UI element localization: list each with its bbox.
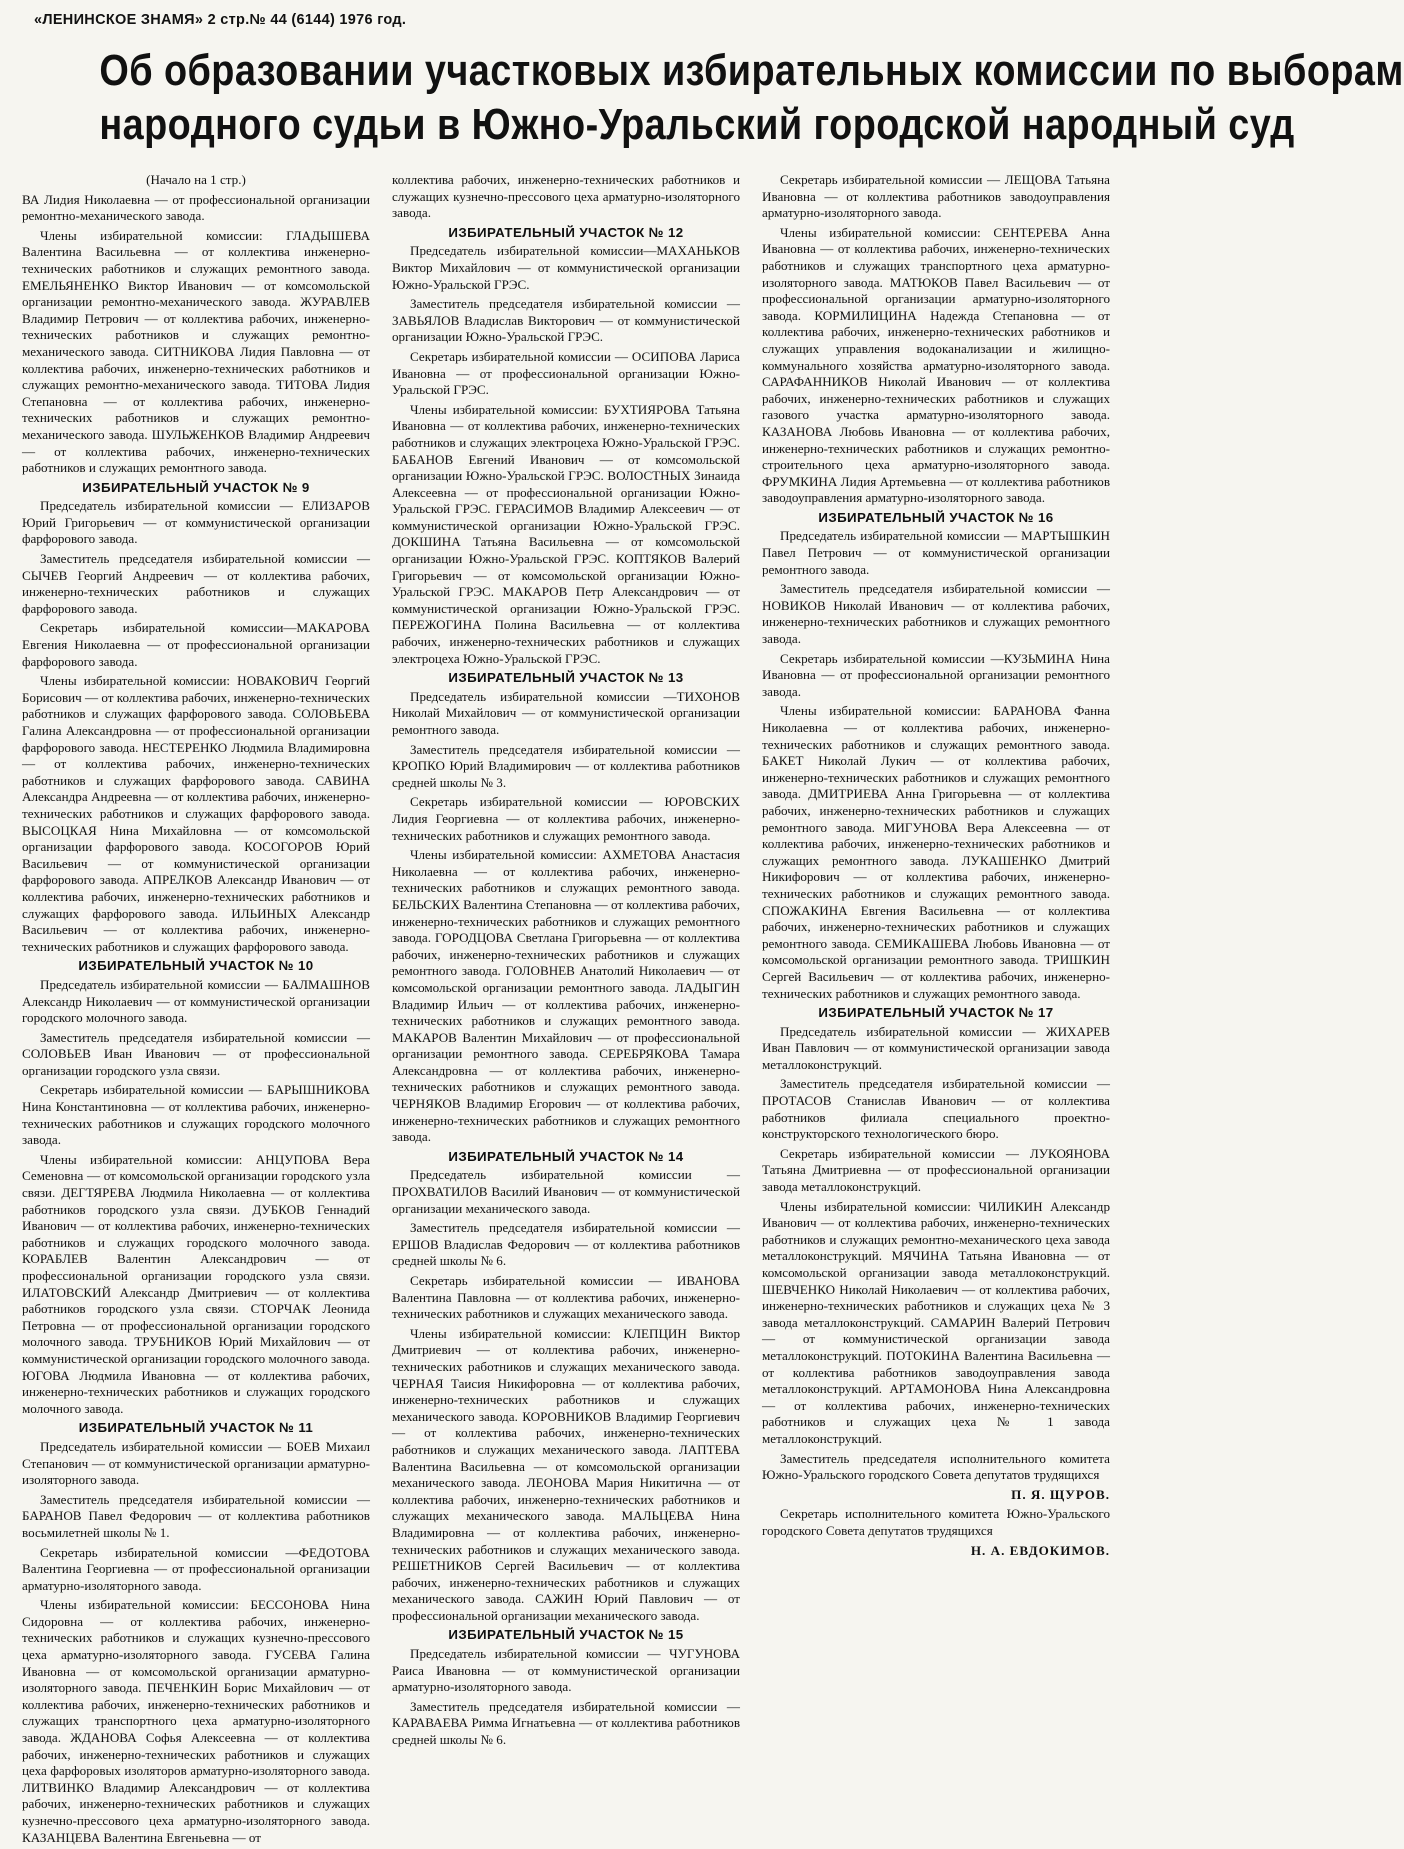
paragraph: Члены избирательной комиссии: ЧИЛИКИН Александр Иванович — от коллектива рабочих, инженерно-технических работников и служащих ремонтно-механического цеха завода металлоконструкций. МЯЧИНА Татьяна Ивановна — от комсомольской организации завода металлоконструкций. ШЕВЧЕНКО Николай Николаевич — от коллектива рабочих, инженерно-технических работников и служащих цеха № 3 завода металлоконструкций. САМАРИН Валерий Петрович — от коммунистической организации завода металлоконструкций. ПОТОКИНА Валентина Васильевна — от коллектива работников заводоуправления завода металлоконструкций. АРТАМОНОВА Нина Александровна — от коллектива рабочих, инженерно-технических работников и служащих цеха № 1 завода металлоконструкций. bbox=[762, 1198, 1110, 1446]
paragraph: Секретарь избирательной комиссии — ИВАНОВА Валентина Павловна — от коллектива рабочих, инженерно-технических работников и служащих механического завода. bbox=[392, 1273, 740, 1322]
headline-line-2: народного судьи в Южно-Уральский городской народный суд bbox=[99, 100, 1295, 149]
paragraph: Председатель избирательной комиссии —ТИХОНОВ Николай Михайлович — от коммунистической организации ремонтного завода. bbox=[392, 688, 740, 737]
signature-name: Н. А. ЕВДОКИМОВ. bbox=[970, 1542, 1110, 1558]
section-heading-14: ИЗБИРАТЕЛЬНЫЙ УЧАСТОК № 14 bbox=[448, 1148, 684, 1164]
paragraph: Члены избирательной комиссии: СЕНТЕРЕВА Анна Ивановна — от коллектива рабочих, инженерно-технических работников и служащих транспортного цеха арматурно-изоляторного завода. МАТЮКОВ Павел Васильевич — от профессиональной организации арматурно-изоляторного завода. КОРМИЛИЦИНА Надежда Степановна — от коллектива рабочих, инженерно-технических работников и служащих управления водоканализации и жилищно-коммунального хозяйства арматурно-изоляторного завода. САРАФАННИКОВ Николай Иванович — от коллектива рабочих, инженерно-технических работников и служащих газового участка арматурно-изоляторного завода. КАЗАНОВА Любовь Ивановна — от коллектива рабочих, инженерно-технических работников и служащих ремонтно-строительного цеха арматурно-изоляторного завода. ФРУМКИНА Лидия Артемьевна — от коллектива работников заводоуправления арматурно-изоляторного завода. bbox=[762, 224, 1110, 506]
section-heading-9: ИЗБИРАТЕЛЬНЫЙ УЧАСТОК № 9 bbox=[82, 479, 310, 495]
masthead: «ЛЕНИНСКОЕ ЗНАМЯ» 2 стр.№ 44 (6144) 1976 год. bbox=[34, 12, 407, 28]
column-2 bbox=[392, 172, 740, 1849]
paragraph: Члены избирательной комиссии: ГЛАДЫШЕВА Валентина Васильевна — от коллектива инженерно-технических работников и служащих ремонтного завода. ЕМЕЛЬЯНЕНКО Виктор Иванович — от комсомольской организации ремонтно-механического завода. ЖУРАВЛЕВ Владимир Петрович — от коллектива рабочих, инженерно-технических работников и служащих ремонтно-механического завода. СИТНИКОВА Лидия Павловна — от коллектива рабочих, инженерно-технических работников и служащих ремонтно-механического завода. ТИТОВА Лидия Степановна — от коллектива рабочих, инженерно-технических работников и служащих ремонтно-механического завода. ШУЛЬЖЕНКОВ Владимир Андреевич — от коллектива рабочих, инженерно-технических работников и служащих ремонтного завода. bbox=[22, 227, 370, 476]
article-columns bbox=[22, 172, 1127, 1849]
section-heading-11: ИЗБИРАТЕЛЬНЫЙ УЧАСТОК № 11 bbox=[78, 1420, 314, 1436]
paragraph: Члены избирательной комиссии: НОВАКОВИЧ Георгий Борисович — от коллектива рабочих, инженерно-технических работников и служащих фарфорового завода. СОЛОВЬЕВА Галина Александровна — от профессиональной организации фарфорового завода. НЕСТЕРЕНКО Людмила Владимировна — от коллектива рабочих, инженерно-технических работников и служащих фарфорового завода. САВИНА Александра Андреевна — от коллектива рабочих, инженерно-технических работников и служащих фарфорового завода. ВЫСОЦКАЯ Нина Михайловна — от комсомольской организации фарфорового завода. КОСОГОРОВ Юрий Васильевич — от коммунистической организации фарфорового завода. АПРЕЛКОВ Александр Иванович — от коллектива рабочих, инженерно-технических работников и служащих фарфорового завода. ИЛЬИНЫХ Александр Васильевич — от коллектива рабочих, инженерно-технических работников и служащих фарфорового завода. bbox=[22, 673, 370, 954]
section-heading-13: ИЗБИРАТЕЛЬНЫЙ УЧАСТОК № 13 bbox=[448, 670, 684, 686]
continuation-note: (Начало на 1 стр.) bbox=[146, 172, 246, 187]
paragraph: Секретарь избирательной комиссии—МАКАРОВА Евгения Николаевна — от профессиональной организации фарфорового завода. bbox=[22, 620, 370, 669]
paragraph: коллектива рабочих, инженерно-технических работников и служащих кузнечно-прессового цеха арматурно-изоляторного завода. bbox=[392, 172, 740, 221]
paragraph: Члены избирательной комиссии: КЛЕПЦИН Виктор Дмитриевич — от коллектива рабочих, инженерно-технических работников и служащих механического завода. ЧЕРНАЯ Таисия Никифоровна — от коллектива рабочих, инженерно-технических работников и служащих механического завода. КОРОВНИКОВ Владимир Георгиевич — от коллектива рабочих, инженерно-технических работников и служащих механического завода. ЛАПТЕВА Валентина Васильевна — от комсомольской организации механического завода. ЛЕОНОВА Мария Никитична — от коллектива рабочих, инженерно-технических работников и служащих механического завода. МАЛЬЦЕВА Нина Владимировна — от коллектива рабочих, инженерно-технических работников и служащих механического завода. РЕШЕТНИКОВ Сергей Васильевич — от коллектива рабочих, инженерно-технических работников и служащих механического завода. САЖИН Юрий Павлович — от профессиональной организации механического завода. bbox=[392, 1325, 740, 1623]
signature-name: П. Я. ЩУРОВ. bbox=[1011, 1486, 1110, 1502]
column-3 bbox=[762, 172, 1110, 1849]
paragraph: Заместитель председателя избирательной комиссии — ПРОТАСОВ Станислав Иванович — от коллектива работников филиала специального проектно-конструкторского технологического бюро. bbox=[762, 1076, 1110, 1142]
paragraph: Заместитель председателя избирательной комиссии — КРОПКО Юрий Владимирович — от коллектива работников средней школы № 3. bbox=[392, 741, 740, 790]
section-heading-12: ИЗБИРАТЕЛЬНЫЙ УЧАСТОК № 12 bbox=[448, 224, 684, 240]
headline bbox=[99, 44, 1404, 166]
paragraph: Председатель избирательной комиссии—МАХАНЬКОВ Виктор Михайлович — от коммунистической организации Южно-Уральской ГРЭС. bbox=[392, 243, 740, 292]
paragraph: Члены избирательной комиссии: БЕССОНОВА Нина Сидоровна — от коллектива рабочих, инженерно-технических работников и служащих кузнечно-прессового цеха арматурно-изоляторного завода. ГУСЕВА Галина Ивановна — от комсомольской организации арматурно-изоляторного завода. ПЕЧЕНКИН Борис Михайлович — от коллектива рабочих, инженерно-технических работников и служащих транспортного цеха арматурно-изоляторного завода. ЖДАНОВА Софья Алексеевна — от коллектива рабочих, инженерно-технических работников и служащих цеха фарфоровых изоляторов арматурно-изоляторного завода. ЛИТВИНКО Владимир Александрович — от коллектива рабочих, инженерно-технических работников и служащих кузнечно-прессового цеха арматурно-изоляторного завода. КАЗАНЦЕВА Валентина Евгеньевна — от bbox=[22, 1597, 370, 1845]
headline-line-1: Об образовании участковых избирательных комиссии по выборам bbox=[99, 46, 1404, 95]
section-heading-10: ИЗБИРАТЕЛЬНЫЙ УЧАСТОК № 10 bbox=[78, 958, 314, 974]
paragraph: Заместитель председателя избирательной комиссии — БАРАНОВ Павел Федорович — от коллектива работников восьмилетней школы № 1. bbox=[22, 1491, 370, 1540]
paragraph: ВА Лидия Николаевна — от профессиональной организации ремонтно-механического завода. bbox=[22, 191, 370, 224]
signature-title: Секретарь исполнительного комитета Южно-Уральского городского Совета депутатов трудящихся bbox=[762, 1506, 1110, 1538]
paragraph: Члены избирательной комиссии: БАРАНОВА Фанна Николаевна — от коллектива рабочих, инженерно-технических работников и служащих ремонтного завода. БАКЕТ Николай Лукич — от коллектива рабочих, инженерно-технических работников и служащих ремонтного завода. ДМИТРИЕВА Анна Григорьевна — от коллектива рабочих, инженерно-технических работников и служащих ремонтного завода. МИГУНОВА Вера Алексеевна — от коллектива рабочих, инженерно-технических работников и служащих ремонтного завода. ЛУКАШЕНКО Дмитрий Никифорович — от коллектива рабочих, инженерно-технических работников и служащих ремонтного завода. СПОЖАКИНА Евгения Васильевна — от коллектива рабочих, инженерно-технических работников и служащих ремонтного завода. СЕМИКАШЕВА Любовь Ивановна — от комсомольской организации ремонтного завода. ТРИШКИН Сергей Васильевич — от коллектива рабочих, инженерно-технических работников и служащих ремонтного завода. bbox=[762, 703, 1110, 1001]
paragraph: Члены избирательной комиссии: БУХТИЯРОВА Татьяна Ивановна — от коллектива рабочих, инженерно-технических работников и служащих электроцеха Южно-Уральской ГРЭС. БАБАНОВ Евгений Иванович — от комсомольской организации Южно-Уральской ГРЭС. ВОЛОСТНЫХ Зинаида Алексеевна — от профессиональной организации Южно-Уральской ГРЭС. ГЕРАСИМОВ Владимир Алексеевич — от коммунистической организации Южно-Уральской ГРЭС. ДОКШИНА Татьяна Васильевна — от комсомольской организации Южно-Уральской ГРЭС. КОПТЯКОВ Валерий Григорьевич — от комсомольской организации Южно-Уральской ГРЭС. МАКАРОВ Петр Александрович — от коммунистической организации Южно-Уральской ГРЭС. ПЕРЕЖОГИНА Полина Васильевна — от коллектива рабочих, инженерно-технических работников и служащих электроцеха Южно-Уральской ГРЭС. bbox=[392, 401, 740, 666]
section-heading-17: ИЗБИРАТЕЛЬНЫЙ УЧАСТОК № 17 bbox=[818, 1005, 1054, 1021]
paragraph: Члены избирательной комиссии: АХМЕТОВА Анастасия Николаевна — от коллектива рабочих, инженерно-технических работников и служащих ремонтного завода. БЕЛЬСКИХ Валентина Степановна — от коллектива рабочих, инженерно-технических работников и служащих ремонтного завода. ГОРОДЦОВА Светлана Григорьевна — от коллектива рабочих, инженерно-технических работников и служащих ремонтного завода. ГОЛОВНЕВ Анатолий Николаевич — от комсомольской организации ремонтного завода. ЛАДЫГИН Владимир Ильич — от коллектива рабочих, инженерно-технических работников и служащих ремонтного завода. МАКАРОВ Валентин Михайлович — от профессиональной организации ремонтного завода. СЕРЕБРЯКОВА Тамара Александровна — от коллектива рабочих, инженерно-технических работников и служащих ремонтного завода. ЧЕРНЯКОВ Владимир Егорович — от коллектива рабочих, инженерно-технических работников и служащих ремонтного завода. bbox=[392, 847, 740, 1145]
paragraph: Председатель избирательной комиссии — БОЕВ Михаил Степанович — от коммунистической организации арматурно-изоляторного завода. bbox=[22, 1438, 370, 1488]
paragraph: Заместитель председателя избирательной комиссии — СОЛОВЬЕВ Иван Иванович — от профессиональной организации городского узла связи. bbox=[22, 1029, 370, 1078]
paragraph: Заместитель председателя избирательной комиссии — ЗАВЬЯЛОВ Владислав Викторович — от коммунистической организации Южно-Уральской ГРЭС. bbox=[392, 296, 740, 345]
paragraph: Секретарь избирательной комиссии — ЛЕЩОВА Татьяна Ивановна — от коллектива работников заводоуправления арматурно-изоляторного завода. bbox=[762, 172, 1110, 221]
paragraph: Председатель избирательной комиссии — ЖИХАРЕВ Иван Павлович — от коммунистической организации завода металлоконструкций. bbox=[762, 1023, 1110, 1072]
paragraph: Секретарь избирательной комиссии —КУЗЬМИНА Нина Ивановна — от профессиональной организации ремонтного завода. bbox=[762, 650, 1110, 699]
paragraph: Председатель избирательной комиссии — ЕЛИЗАРОВ Юрий Григорьевич — от коммунистической организации фарфорового завода. bbox=[22, 498, 370, 547]
paragraph: Заместитель председателя избирательной комиссии — КАРАВАЕВА Римма Игнатьевна — от коллектива работников средней школы № 6. bbox=[392, 1698, 740, 1748]
paragraph: Председатель избирательной комиссии — БАЛМАШНОВ Александр Николаевич — от коммунистической организации городского молочного завода. bbox=[22, 976, 370, 1026]
paragraph: Секретарь избирательной комиссии — ЛУКОЯНОВА Татьяна Дмитриевна — от профессиональной организации завода металлоконструкций. bbox=[762, 1145, 1110, 1195]
paragraph: Заместитель председателя избирательной комиссии — ЕРШОВ Владислав Федорович — от коллектива работников средней школы № 6. bbox=[392, 1220, 740, 1269]
paragraph: Заместитель председателя избирательной комиссии — СЫЧЕВ Георгий Андреевич — от коллектива рабочих, инженерно-технических работников и служащих фарфорового завода. bbox=[22, 551, 370, 616]
paragraph: Председатель избирательной комиссии — ПРОХВАТИЛОВ Василий Иванович — от коммунистической организации механического завода. bbox=[392, 1167, 740, 1216]
column-1 bbox=[22, 172, 370, 1849]
paragraph: Секретарь избирательной комиссии — ОСИПОВА Лариса Ивановна — от профессиональной организации Южно-Уральской ГРЭС. bbox=[392, 348, 740, 398]
paragraph: Секретарь избирательной комиссии —ФЕДОТОВА Валентина Георгиевна — от профессиональной организации арматурно-изоляторного завода. bbox=[22, 1544, 370, 1593]
paragraph: Члены избирательной комиссии: АНЦУПОВА Вера Семеновна — от комсомольской организации городского узла связи. ДЕГТЯРЕВА Людмила Николаевна — от коллектива работников городского узла связи. ДУБКОВ Геннадий Иванович — от коллектива рабочих, инженерно-технических работников и служащих городского молочного завода. КОРАБЛЕВ Валентин Александрович — от профессиональной организации городского узла связи. ИЛАТОВСКИЙ Александр Дмитриевич — от коллектива работников городского узла связи. СТОРЧАК Леонида Петровна — от профессиональной организации городского молочного завода. ТРУБНИКОВ Юрий Михайлович — от коммунистической организации городского молочного завода. ЮГОВА Людмила Ивановна — от коллектива рабочих, инженерно-технических работников и служащих городского молочного завода. bbox=[22, 1151, 370, 1416]
paragraph: Секретарь избирательной комиссии — ЮРОВСКИХ Лидия Георгиевна — от коллектива рабочих, инженерно-технических работников и служащих ремонтного завода. bbox=[392, 794, 740, 843]
signature-title: Заместитель председателя исполнительного комитета Южно-Уральского городского Совета депутатов трудящихся bbox=[762, 1450, 1110, 1483]
paragraph: Председатель избирательной комиссии — МАРТЫШКИН Павел Петрович — от коммунистической организации ремонтного завода. bbox=[762, 528, 1110, 577]
paragraph: Заместитель председателя избирательной комиссии — НОВИКОВ Николай Иванович — от коллектива рабочих, инженерно-технических работников и служащих ремонтного завода. bbox=[762, 581, 1110, 647]
section-heading-15: ИЗБИРАТЕЛЬНЫЙ УЧАСТОК № 15 bbox=[448, 1627, 684, 1643]
paragraph: Секретарь избирательной комиссии — БАРЫШНИКОВА Нина Константиновна — от коллектива рабочих, инженерно-технических работников и служащих городского молочного завода. bbox=[22, 1082, 370, 1148]
paragraph: Председатель избирательной комиссии — ЧУГУНОВА Раиса Ивановна — от коммунистической организации арматурно-изоляторного завода. bbox=[392, 1646, 740, 1695]
section-heading-16: ИЗБИРАТЕЛЬНЫЙ УЧАСТОК № 16 bbox=[818, 509, 1054, 525]
